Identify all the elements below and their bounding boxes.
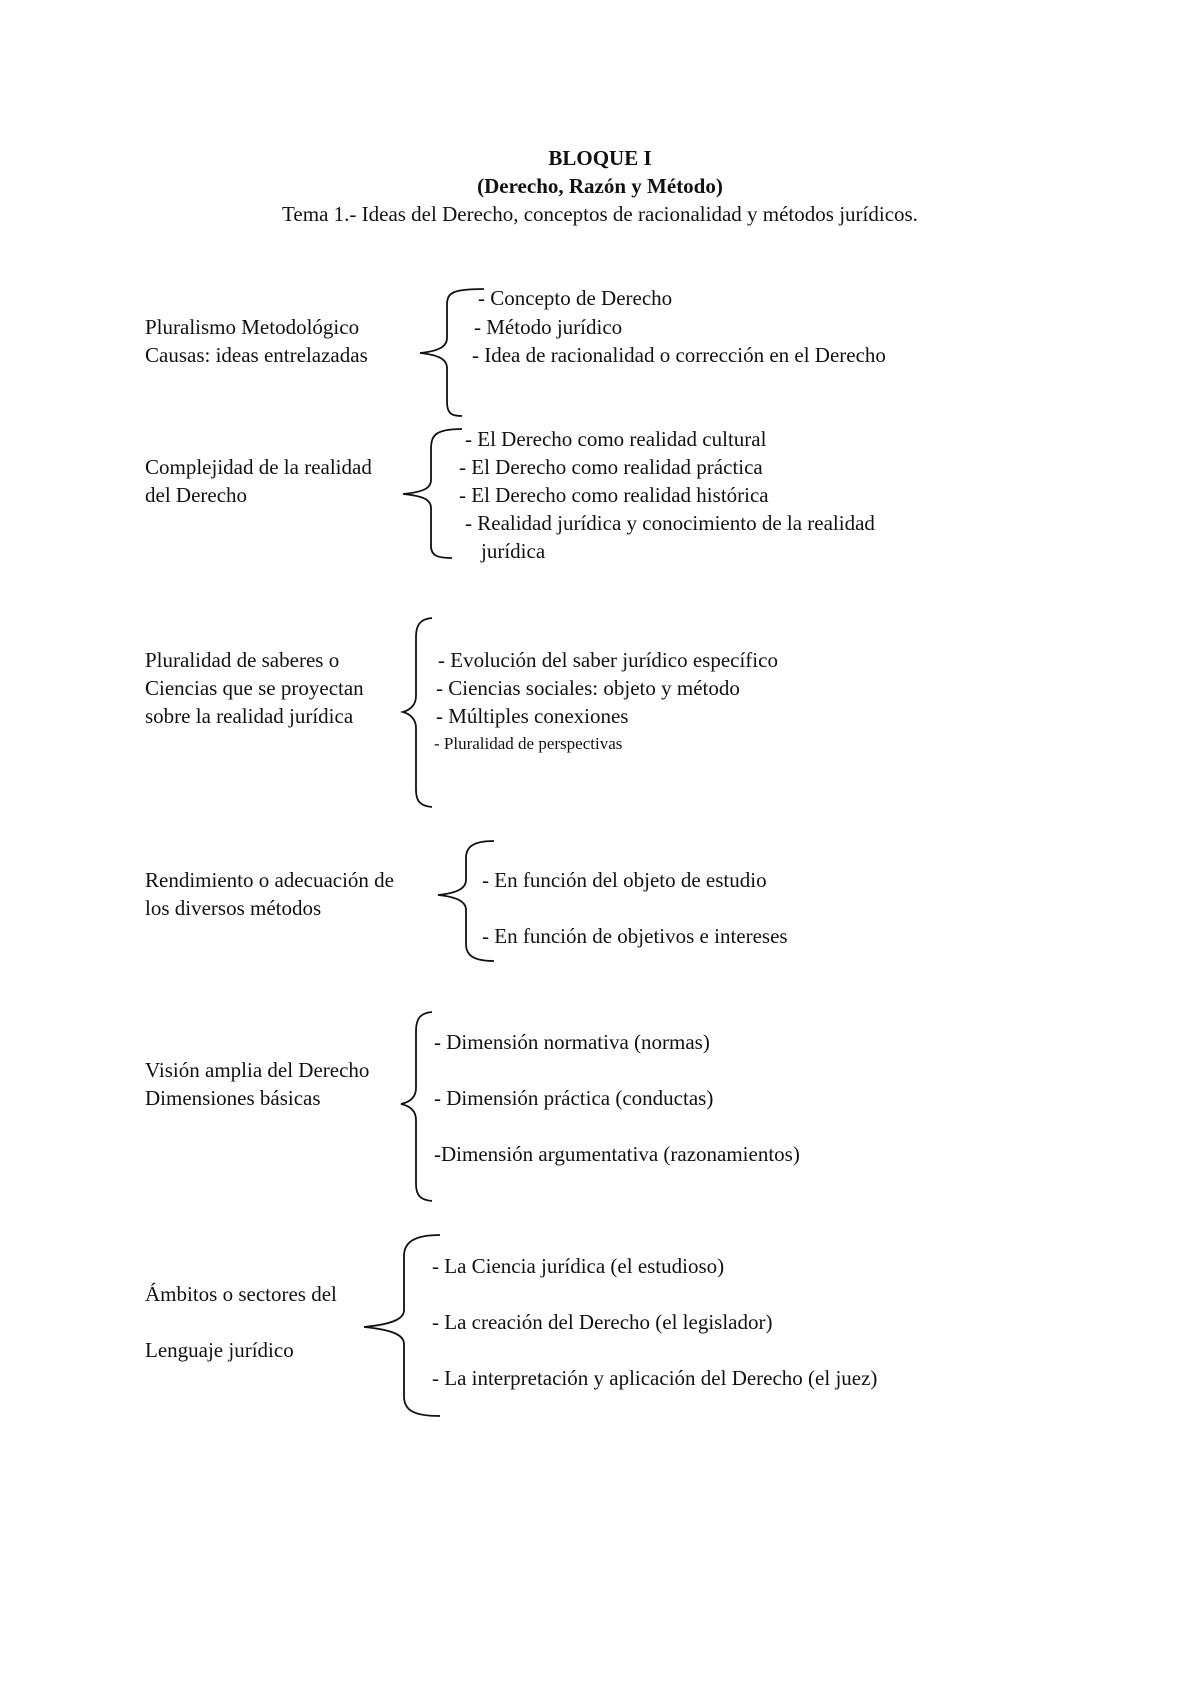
section-item: - La interpretación y aplicación del Derecho (el juez) [432,1366,878,1390]
curly-brace-icon [364,1235,440,1416]
section-label-line: Pluralismo Metodológico [145,315,360,339]
document-title: BLOQUE I [548,146,652,170]
section-item: - Dimensión normativa (normas) [434,1030,710,1054]
section-label-line: los diversos métodos [145,896,322,920]
curly-brace-icon [403,618,432,807]
section-item: - Pluralidad de perspectivas [434,734,623,753]
section-item: - El Derecho como realidad práctica [459,455,763,479]
section-label-line: Visión amplia del Derecho [145,1058,370,1082]
section-item: - Dimensión práctica (conductas) [434,1086,714,1110]
section-item: - La Ciencia jurídica (el estudioso) [432,1254,725,1278]
section-item: - En función del objeto de estudio [482,868,767,892]
section-item: - Evolución del saber jurídico específico [438,648,778,672]
section-label-line: Pluralidad de saberes o [145,648,340,672]
section-item: jurídica [481,539,546,563]
section-label-line: Rendimiento o adecuación de [145,868,394,892]
section-item: - Múltiples conexiones [436,704,629,728]
section-label-line: sobre la realidad jurídica [145,704,354,728]
section-item: - El Derecho como realidad histórica [459,483,769,507]
section-item: - El Derecho como realidad cultural [465,427,767,451]
section-label-line: Lenguaje jurídico [145,1338,294,1362]
section-label-line: Ámbitos o sectores del [145,1282,337,1306]
section-item: - Método jurídico [474,315,623,339]
section-item: - La creación del Derecho (el legislador) [432,1310,773,1334]
section-label-line: del Derecho [145,483,248,507]
section-label-line: Ciencias que se proyectan [145,676,364,700]
section-item: - Idea de racionalidad o corrección en el Derecho [472,343,886,367]
section-label-line: Complejidad de la realidad [145,455,372,479]
section-item: - Realidad jurídica y conocimiento de la realidad [465,511,875,535]
section-item: -Dimensión argumentativa (razonamientos) [434,1142,800,1166]
section-item: - En función de objetivos e intereses [482,924,788,948]
curly-brace-icon [401,1012,432,1201]
curly-brace-icon [403,429,462,558]
section-item: - Ciencias sociales: objeto y método [436,676,740,700]
section-label-line: Causas: ideas entrelazadas [145,343,368,367]
section-label-line: Dimensiones básicas [145,1086,321,1110]
section-item: - Concepto de Derecho [478,286,673,310]
topic-heading: Tema 1.- Ideas del Derecho, conceptos de racionalidad y métodos jurídicos. [282,202,918,226]
document-subtitle: (Derecho, Razón y Método) [477,174,723,198]
